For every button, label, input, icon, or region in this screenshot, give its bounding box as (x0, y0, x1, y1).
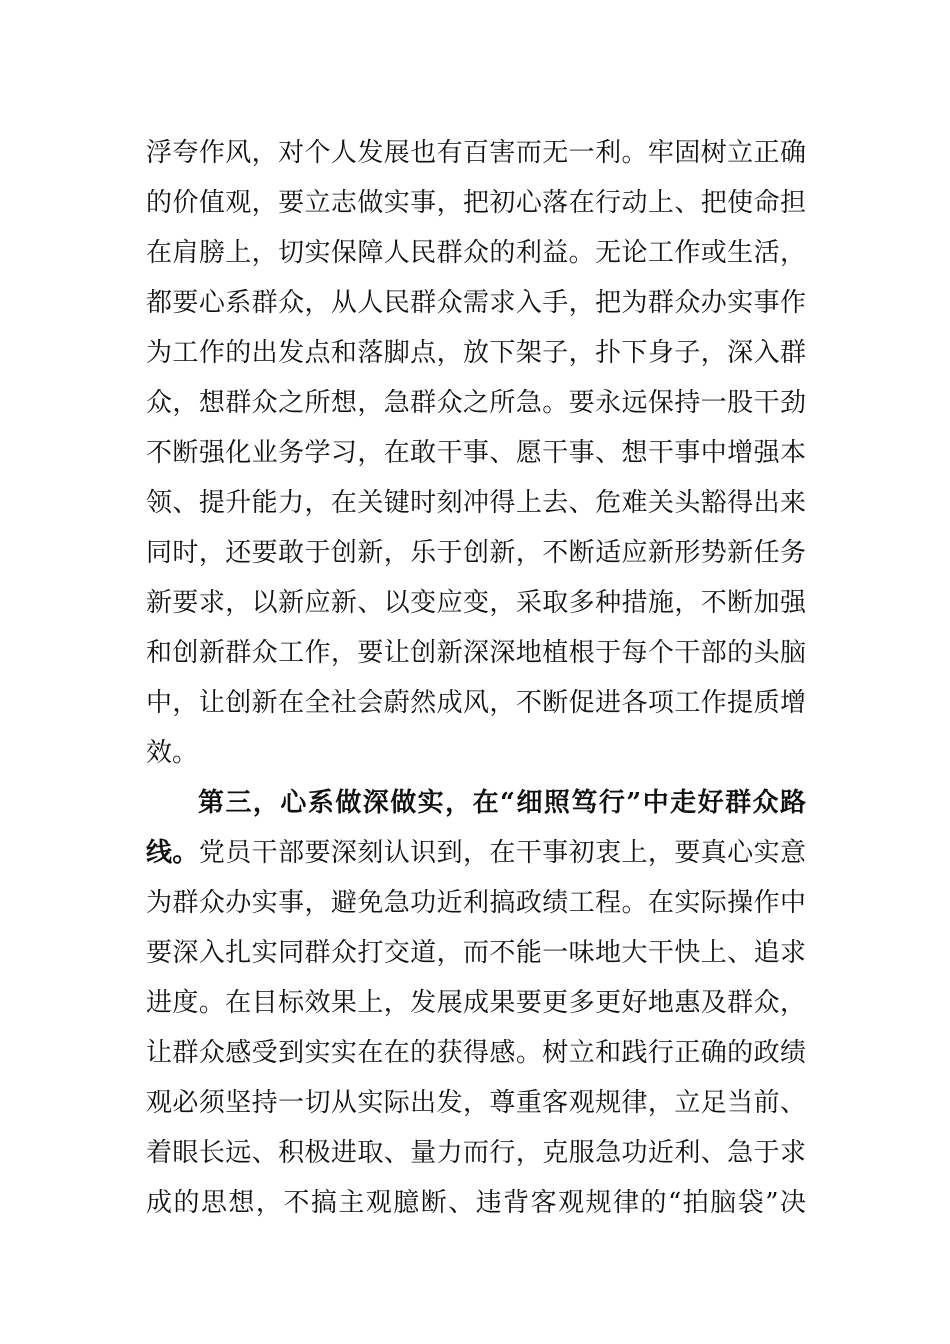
paragraph2-line-text: 党员干部要深刻认识到，在干事初衷上，要真心实意 (198, 838, 806, 868)
paragraph1-line: 在肩膀上，切实保障人民群众的利益。无论工作或生活， (146, 238, 806, 268)
paragraph1-line: 不断强化业务学习，在敢干事、愿干事、想干事中增强本 (146, 438, 806, 468)
paragraph1-line: 和创新群众工作，要让创新深深地植根于每个干部的头脑 (146, 638, 806, 668)
paragraph2-line: 让群众感受到实实在在的获得感。树立和践行正确的政绩 (146, 1038, 806, 1068)
paragraph1-line: 为工作的出发点和落脚点，放下架子，扑下身子，深入群 (146, 338, 806, 368)
paragraph1-line: 都要心系群众，从人民群众需求入手，把为群众办实事作 (146, 288, 806, 318)
paragraph2-line: 成的思想，不搞主观臆断、违背客观规律的“拍脑袋”决 (146, 1188, 806, 1218)
paragraph2-line (146, 833, 806, 873)
paragraph1-line: 的价值观，要立志做实事，把初心落在行动上、把使命担 (146, 188, 806, 218)
paragraph1-line: 领、提升能力，在关键时刻冲得上去、危难关头豁得出来 (146, 488, 806, 518)
paragraph2-line: 着眼长远、积极进取、量力而行，克服急功近利、急于求 (146, 1138, 806, 1168)
paragraph2-line: 观必须坚持一切从实际出发，尊重客观规律，立足当前、 (146, 1088, 806, 1118)
paragraph1-line: 中，让创新在全社会蔚然成风，不断促进各项工作提质增 (146, 688, 806, 718)
paragraph2-line: 要深入扎实同群众打交道，而不能一味地大干快上、追求 (146, 938, 806, 968)
paragraph1-line: 众，想群众之所想，急群众之所急。要永远保持一股干劲 (146, 388, 806, 418)
paragraph1-line: 效。 (146, 738, 199, 768)
paragraph1-line: 同时，还要敢于创新，乐于创新，不断适应新形势新任务 (146, 538, 806, 568)
paragraph2-heading: 第三，心系做深做实，在“细照笃行”中走好群众路 (198, 788, 806, 818)
paragraph2-heading-end: 线。 (146, 838, 199, 868)
paragraph2-line: 为群众办实事，避免急功近利搞政绩工程。在实际操作中 (146, 888, 806, 918)
paragraph1-line: 新要求，以新应新、以变应变，采取多种措施，不断加强 (146, 588, 806, 618)
paragraph1-line: 浮夸作风，对个人发展也有百害而无一利。牢固树立正确 (146, 138, 806, 168)
paragraph2-line: 进度。在目标效果上，发展成果要更多更好地惠及群众， (146, 988, 806, 1018)
